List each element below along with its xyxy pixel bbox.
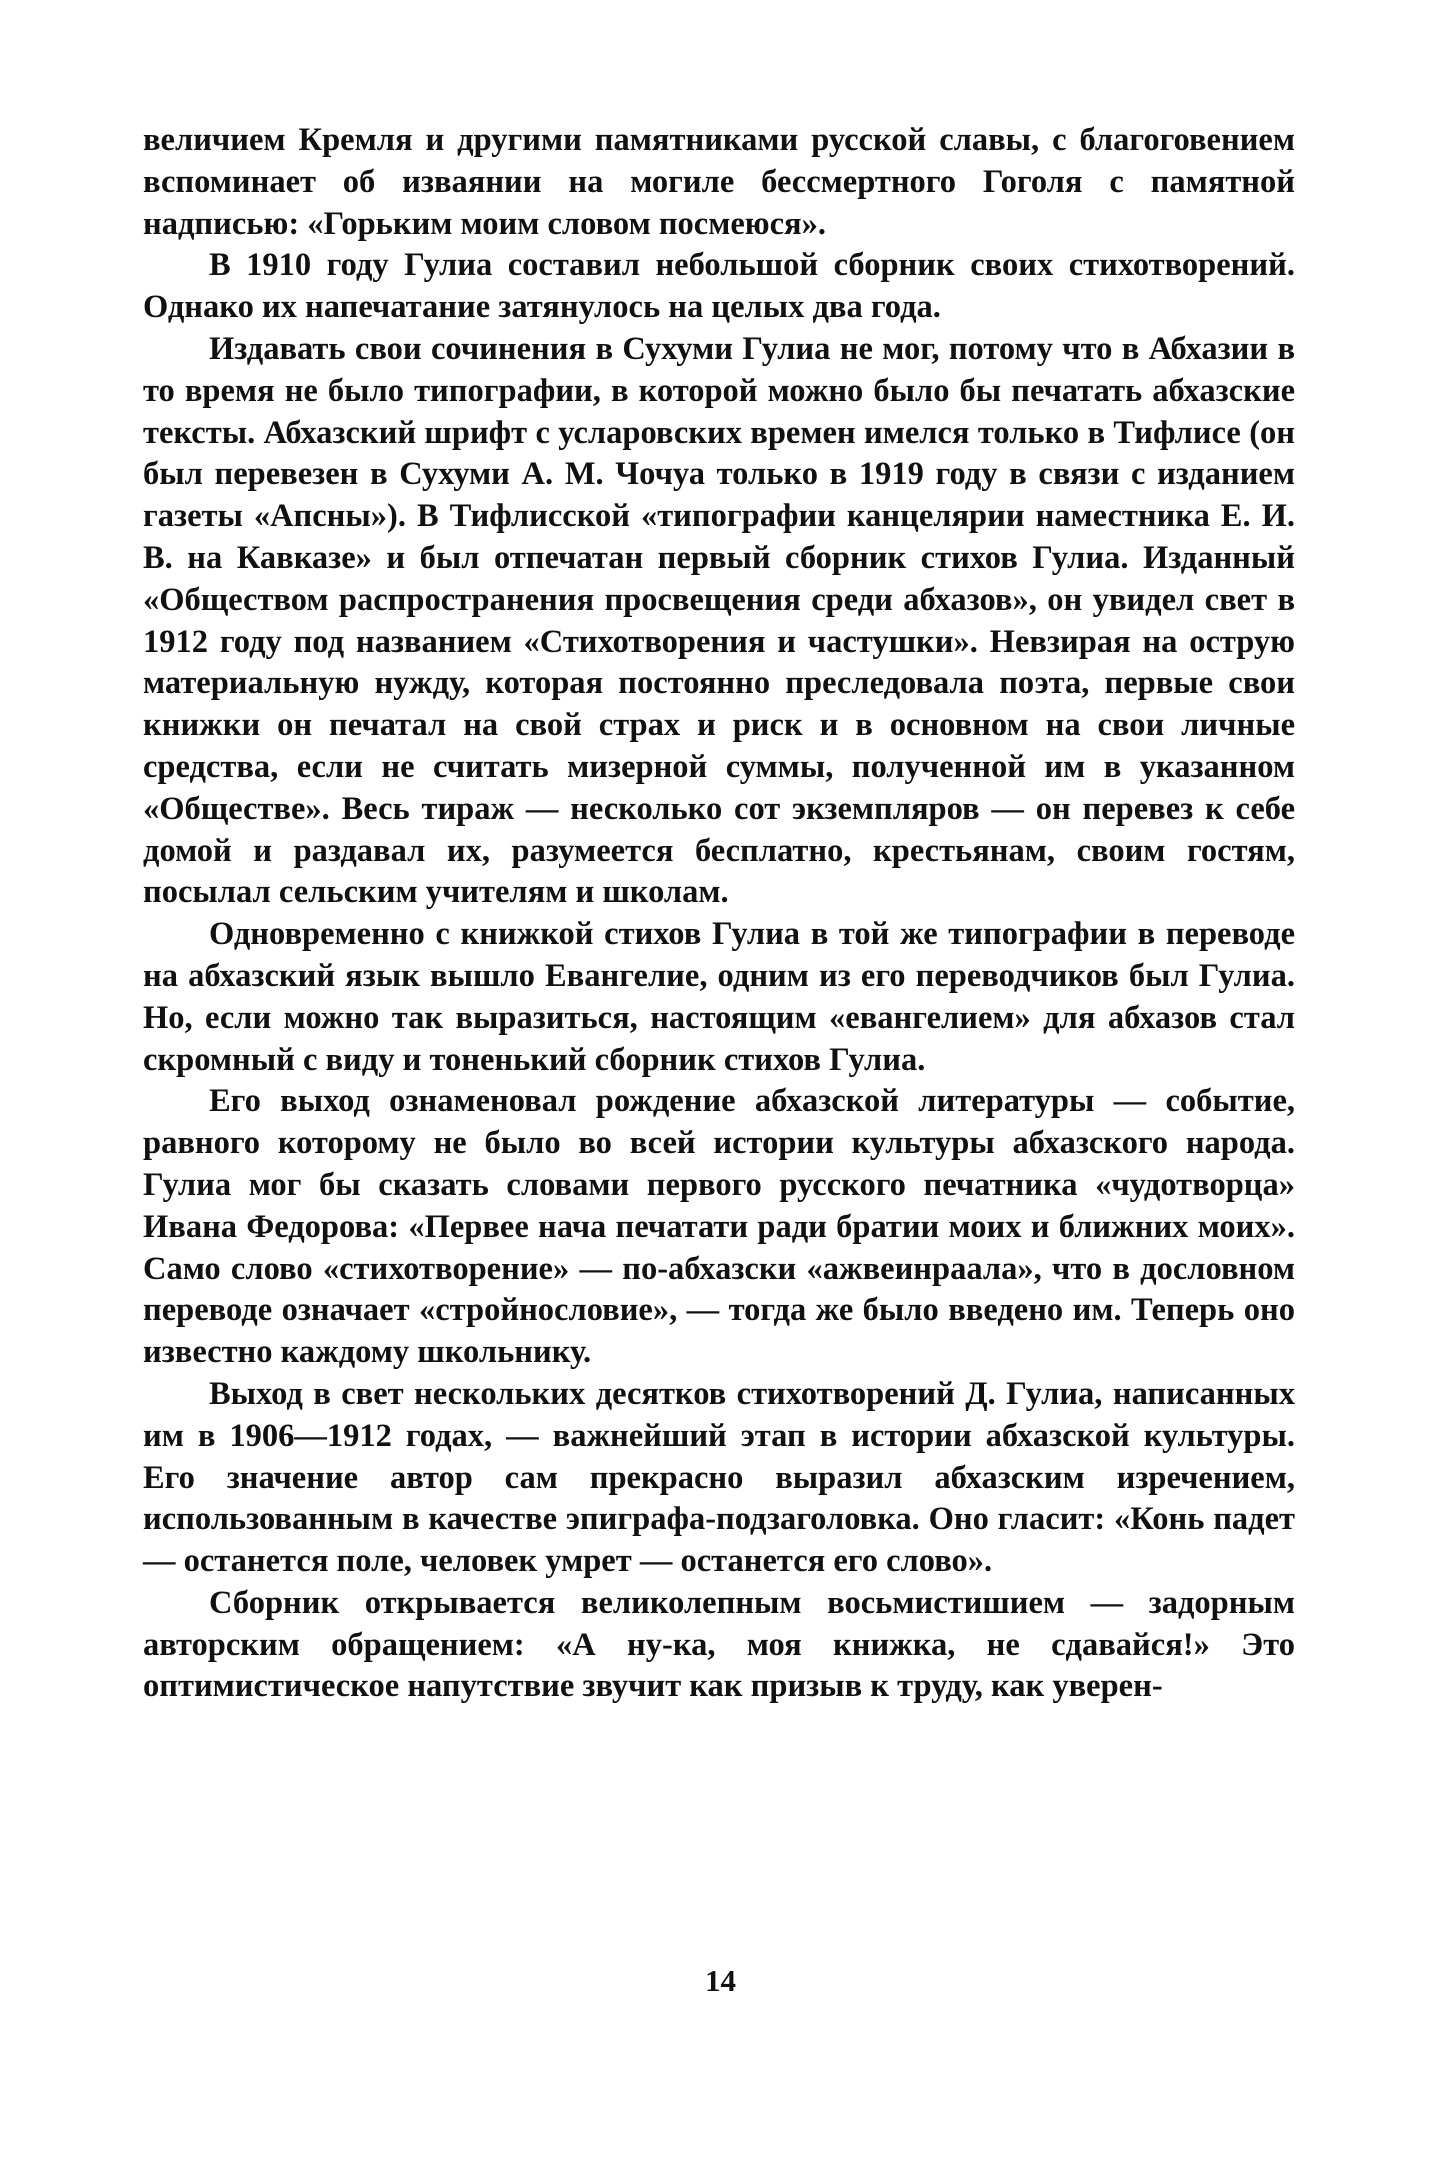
paragraph: Выход в свет нескольких десятков стихотворений Д. Гулиа, написанных им в 1906—1912 годах, — важнейший этап в истории абхазской культуры. Его значение автор сам прекрасно выразил абхазским изречением, использованным в качестве эпиграфа-подзаголовка. Оно гласит: «Конь падет — останется поле, человек умрет — останется его слово». (143, 1375, 1295, 1580)
paragraph: Одновременно с книжкой стихов Гулиа в той же типографии в переводе на абхазский язык вышло Евангелие, одним из его переводчиков был Гулиа. Но, если можно так выразиться, настоящим «евангелием» для абхазов стал скромный с виду и тоненький сборник стихов Гулиа. (143, 916, 1295, 1078)
paragraph: Издавать свои сочинения в Сухуми Гулиа не мог, потому что в Абхазии в то время не было типографии, в которой можно было бы печатать абхазские тексты. Абхазский шрифт с усларовских времен имелся только в Тифлисе (он был перевезен в Сухуми А. М. Чочуа только в 1919 году в связи с изданием газеты «Апсны»). В Тифлисской «типографии канцелярии наместника Е. И. В. на Кавказе» и был отпечатан первый сборник стихов Гулиа. Изданный «Обществом распространения просвещения среди абхазов», он увидел свет в 1912 году под названием «Стихотворения и частушки». Невзирая на острую материальную нужду, которая постоянно преследовала поэта, первые свои книжки он печатал на свой страх и риск и в основном на свои личные средства, если не считать мизерной суммы, полученной им в указанном «Обществе». Весь тираж — несколько сот экземпляров — он перевез к себе домой и раздавал их, разумеется бесплатно, крестьянам, своим гостям, посылал сельским учителям и школам. (143, 330, 1295, 911)
page-number: 14 (705, 1963, 736, 1998)
paragraph: Сборник открывается великолепным восьмистишием — задорным авторским обращением: «А ну-ка, моя книжка, не сдавайся!» Это оптимистическое напутствие звучит как призыв к труду, как уверен- (143, 1584, 1295, 1705)
paragraph-continuation: величием Кремля и другими памятниками русской славы, с благоговением вспоминает об изваянии на могиле бессмертного Гоголя с памятной надписью: «Горьким моим словом посмеюся». (143, 122, 1295, 242)
paragraph: Его выход ознаменовал рождение абхазской литературы — событие, равного которому не было во всей истории культуры абхазского народа. Гулиа мог бы сказать словами первого русского печатника «чудотворца» Ивана Федорова: «Первее нача печатати ради братии моих и ближних моих». Само слово «стихотворение» — по-абхазски «ажвеинраала», что в дословном переводе означает «стройнословие», — тогда же было введено им. Теперь оно известно каждому школьнику. (143, 1083, 1295, 1371)
body-text (143, 120, 1295, 1708)
paragraph: В 1910 году Гулиа составил небольшой сборник своих стихотворений. Однако их напечатание затянулось на целых два года. (143, 247, 1295, 326)
